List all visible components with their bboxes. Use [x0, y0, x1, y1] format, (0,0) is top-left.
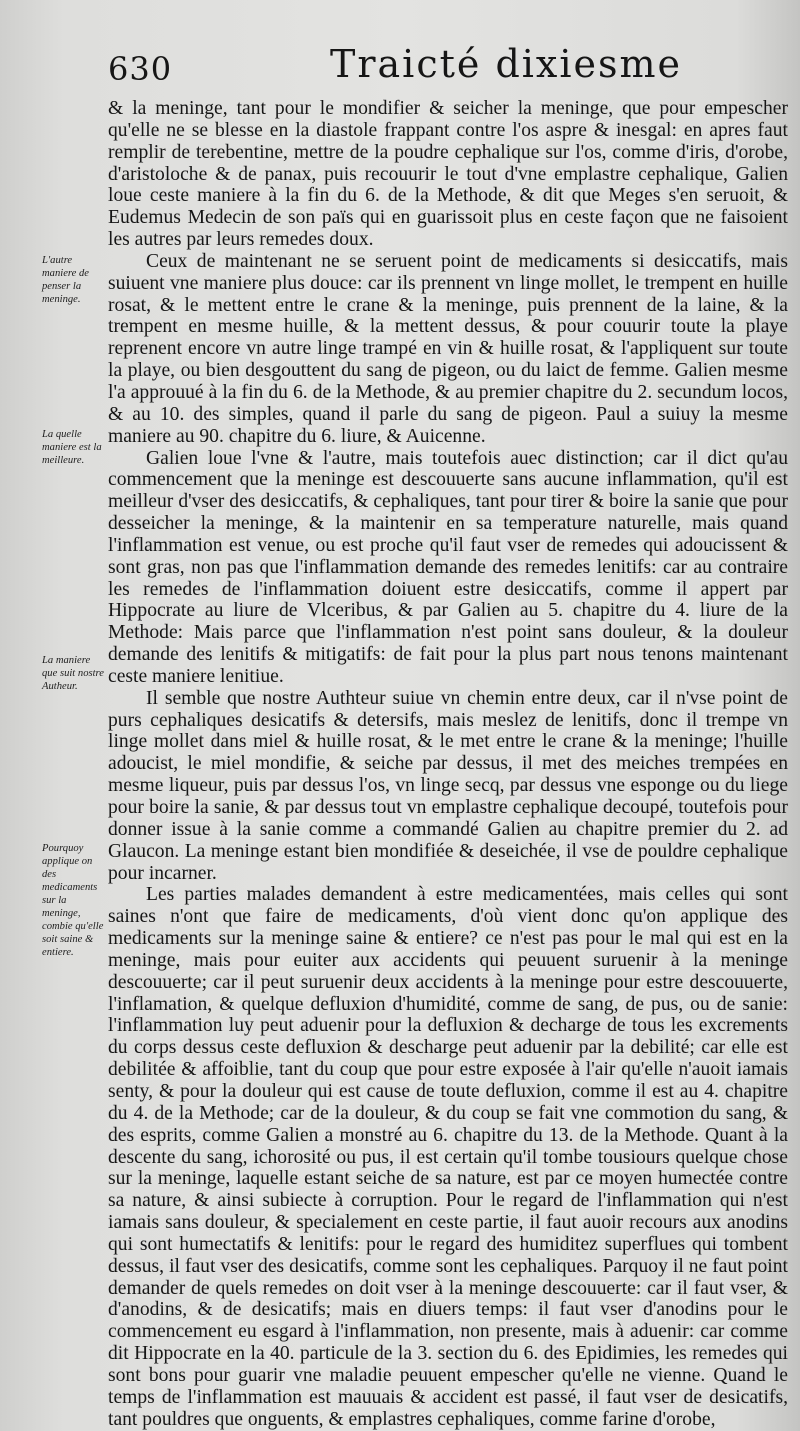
- paragraph-4: Il semble que nostre Authteur suiue vn chemin entre deux, car il n'vse point de purs cephaliques desicatifs & detersifs, mais meslez de lenitifs, donc il trempe vn linge mollet dans miel & huille rosat, & le met entre le crane & la meninge; l'huille adoucist, le miel mondifie, & seiche par dessus, il met des meiches trempées en mesme liqueur, puis par dessus l'os, vn linge secq, par dessus vne esponge ou du liege pour boire la sanie, & par dessus tout vn emplastre cephalique decoupé, toutefois pour donner issue à la sanie comme a commandé Galien au chapitre premier du 2. ad Glaucon. La meninge estant bien mondifiée & deseichée, il vse de pouldre cephalique pour incarner.: [108, 687, 788, 884]
- page-number: 630: [108, 50, 173, 88]
- margin-note-4: Pourquoy applique on des medicaments sur la meninge, combie qu'elle soit saine & entiere.: [42, 843, 104, 958]
- paragraph-1: & la meninge, tant pour le mondifier & seicher la meninge, que pour empescher qu'elle ne se blesse en la diastole frappant contre l'os aspre & inesgal: en apres faut remplir de terebentine, mettre de la poudre cephalique sur l'os, comme d'iris, d'orobe, d'aristoloche & de panax, puis recouurir le tout d'vne emplastre cephalique, Galien loue ceste maniere à la fin du 6. de la Methode, & dit que Meges s'en seruoit, & Eudemus Medecin de son païs qui en guarissoit plus en ceste façon que ne faisoient les autres par leurs remedes doux.: [108, 98, 788, 251]
- page-header: [108, 42, 798, 102]
- paragraph-5: Les parties malades demandent à estre medicamentées, mais celles qui sont saines n'ont que faire de medicaments, d'où vient donc qu'on applique des medicaments sur la meninge saine & entiere? ce n'est pas pour le mal qui est en la meninge, mais pour euiter aux accidents qui peuuent suruenir à la meninge descouuerte; car il peut suruenir deux accidents à la meninge pour estre descouuerte, l'inflamation, & quelque defluxion d'humidité, comme de sang, de pus, ou de sanie: l'inflammation luy peut aduenir pour la defluxion & decharge de tous les excrements du corps dessus ceste defluxion & descharge peut aduenir par la debilité; car elle est debilitée & affoiblie, tant du coup que pour estre exposée à l'air qu'elle n'auoit iamais senty, & pour la douleur qui est cause de toute defluxion, comme il est au 4. chapitre du 4. de la Methode; car de la douleur, & du coup se fait vne commotion du sang, & des esprits, comme Galien a monstré au 6. chapitre du 13. de la Methode. Quant à la descente du sang, ichorosité ou pus, il est certain qu'il tombe tousiours quelque chose sur la meninge, laquelle estant seiche de sa nature, est par ce moyen humectée contre sa nature, & ainsi subiecte à corruption. Pour le regard de l'inflammation qui n'est iamais sans douleur, & specialement en ceste partie, il faut auoir recours aux anodins qui sont humectatifs & lenitifs: pour le regard des humiditez superflues qui tombent dessus, il faut vser des desicatifs, comme sont les cephaliques. Parquoy il ne faut point demander de quels remedes on doit vser à la meninge descouuerte: car il faut vser, & d'anodins, & de desicatifs; mais en diuers temps: il faut vser d'anodins pour le commencement eu esgard à l'inflammation, non presente, mais à aduenir: car comme dit Hippocrate en la 40. particule de la 3. section du 6. des Epidimies, les remedes qui sont bons pour guarir vne maladie peuuent empescher qu'elle ne vienne. Quand le temps de l'inflammation est mauuais & accident est passé, il faut vser de desicatifs, tant pouldres que onguents, & emplastres cephaliques, comme farine d'orobe,: [108, 884, 788, 1430]
- margin-note-1: L'autre maniere de penser la meninge.: [42, 255, 89, 305]
- paragraph-2: Ceux de maintenant ne se seruent point de medicaments si desiccatifs, mais suiuent vne maniere plus douce: car ils prennent vn linge mollet, le trempent en huille rosat, & le mettent entre le crane & la meninge, puis prennent de la laine, & la trempent en mesme huille, & la mettent dessus, & pour couurir toute la playe reprenent encore vn autre linge trampé en vin & huille rosat, & l'appliquent sur toute la playe, ou bien desgouttent du sang de pigeon, ou du laict de femme. Galien mesme l'a approuué à la fin du 6. de la Methode, & au premier chapitre du 2. secundum locos, & au 10. des simples, quand il parle du sang de pigeon. Paul a suiuy la mesme maniere au 90. chapitre du 6. liure, & Auicenne.: [108, 250, 788, 447]
- paragraph-3: Galien loue l'vne & l'autre, mais toutefois auec distinction; car il dict qu'au commencement que la meninge est descouuerte sans aucune inflammation, qu'il est meilleur d'vser des desiccatifs, & cephaliques, tant pour tirer & boire la sanie que pour desseicher la meninge, & la maintenir en sa temperature naturelle, mais quand l'inflammation est venue, ou est proche qu'il faut vser de remedes qui adoucissent & sont gras, non pas que l'inflammation demande des remedes lenitifs: car au contraire les remedes de l'inflammation doiuent estre desiccatifs, comme il appert par Hippocrate au liure de Vlceribus, & par Galien au 5. chapitre du 4. liure de la Methode: Mais parce que l'inflammation n'est point sans douleur, & la douleur demande des lenitifs & mitigatifs: de fait pour la plus part nous tenons maintenant ceste maniere lenitiue.: [108, 447, 788, 687]
- margin-note-2: La quelle maniere est la meilleure.: [42, 429, 102, 466]
- running-title: Traicté dixiesme: [330, 42, 683, 86]
- main-text-block: [108, 98, 788, 1430]
- margin-note-3: La maniere que suit nostre Autheur.: [42, 655, 104, 692]
